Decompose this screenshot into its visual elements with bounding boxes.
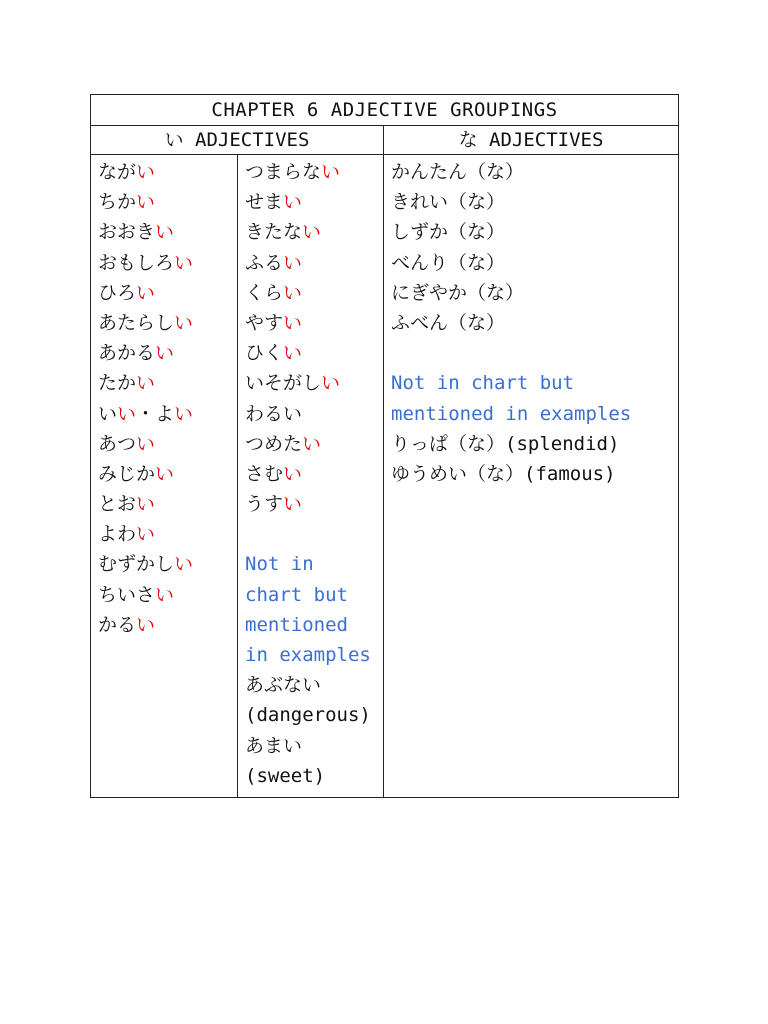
list-item: あぶない <box>245 674 322 697</box>
i-adjectives-column-1 <box>91 155 238 798</box>
list-item: やすい <box>245 311 303 334</box>
spacer <box>245 519 383 549</box>
i-adjectives-header: い ADJECTIVES <box>91 126 384 155</box>
table-body-row <box>91 155 679 798</box>
list-item: かんたん（な） <box>391 161 525 183</box>
list-item: ゆうめい（な）(famous) <box>391 462 616 485</box>
ending: い <box>283 493 303 516</box>
ending: い <box>155 462 175 485</box>
list-item: ちかい <box>98 191 156 214</box>
list-item: いそがしい <box>245 372 341 395</box>
ending: い <box>136 191 156 214</box>
ending: い <box>302 432 322 455</box>
note-line: in examples <box>245 644 371 666</box>
list-item: とおい <box>98 493 156 516</box>
list-item: おもしろい <box>98 251 194 274</box>
list-item: (dangerous) <box>245 704 371 727</box>
ending: い <box>136 161 156 183</box>
ending: い <box>283 342 303 365</box>
list-item: むずかしい <box>98 553 194 576</box>
ending: い <box>136 493 156 516</box>
adjective-table <box>90 94 679 798</box>
list-item: あつい <box>98 432 156 455</box>
list-item: ながい <box>98 161 156 183</box>
ending: い <box>174 402 194 425</box>
list-item: くらい <box>245 281 303 304</box>
ending: い <box>155 583 175 606</box>
list-item: ひろい <box>98 281 156 304</box>
list-item: つまらない <box>245 161 341 183</box>
list-item: (sweet) <box>245 764 326 787</box>
list-item: あまい <box>245 734 303 757</box>
ending: い <box>283 311 303 334</box>
list-item: うすい <box>245 493 303 516</box>
note-line: mentioned <box>245 613 348 636</box>
ending: い <box>155 221 175 244</box>
list-item: べんり（な） <box>391 251 506 274</box>
ending: い <box>283 281 303 304</box>
ending: い <box>136 281 156 304</box>
na-adjectives-header: な ADJECTIVES <box>384 126 679 155</box>
ending: い <box>174 251 194 274</box>
ending: い <box>117 402 137 425</box>
na-adjectives-column <box>384 155 679 798</box>
ending: い <box>155 342 175 365</box>
ending: い <box>136 432 156 455</box>
list-item: さむい <box>245 462 303 485</box>
list-item: ふべん（な） <box>391 311 506 334</box>
list-item: きれい（な） <box>391 191 506 214</box>
list-item: ひくい <box>245 342 303 365</box>
note-line: Not in chart but <box>391 372 575 395</box>
note-line: Not in <box>245 553 314 576</box>
list-item: おおきい <box>98 221 175 244</box>
ending: い <box>136 372 156 395</box>
list-item: あたらしい <box>98 311 194 334</box>
list-item: せまい <box>245 191 303 214</box>
ending: い <box>302 221 322 244</box>
ending: い <box>174 553 194 576</box>
list-item: わるい <box>245 402 303 425</box>
list-item: あかるい <box>98 342 175 365</box>
list-item: たかい <box>98 372 156 395</box>
ending: い <box>321 372 341 395</box>
list-item: いい・よい <box>98 402 194 425</box>
ending: い <box>321 161 341 183</box>
i-adjectives-column-2 <box>238 155 384 798</box>
list-item: みじかい <box>98 462 175 485</box>
list-item: りっぱ（な）(splendid) <box>391 432 620 455</box>
list-item: よわい <box>98 523 156 546</box>
ending: い <box>283 191 303 214</box>
ending: い <box>174 311 194 334</box>
note-line: chart but <box>245 583 348 606</box>
list-item: しずか（な） <box>391 221 506 244</box>
adjective-table-sheet <box>90 94 678 798</box>
list-item: ふるい <box>245 251 303 274</box>
ending: い <box>136 613 156 636</box>
ending: い <box>136 523 156 546</box>
list-item: にぎやか（な） <box>391 281 525 304</box>
ending: い <box>283 462 303 485</box>
list-item: きたない <box>245 221 322 244</box>
list-item: ちいさい <box>98 583 175 606</box>
ending: い <box>283 251 303 274</box>
list-item: つめたい <box>245 432 322 455</box>
spacer <box>391 338 678 368</box>
note-line: mentioned in examples <box>391 402 632 425</box>
list-item: かるい <box>98 613 156 636</box>
table-title: CHAPTER 6 ADJECTIVE GROUPINGS <box>91 95 679 126</box>
